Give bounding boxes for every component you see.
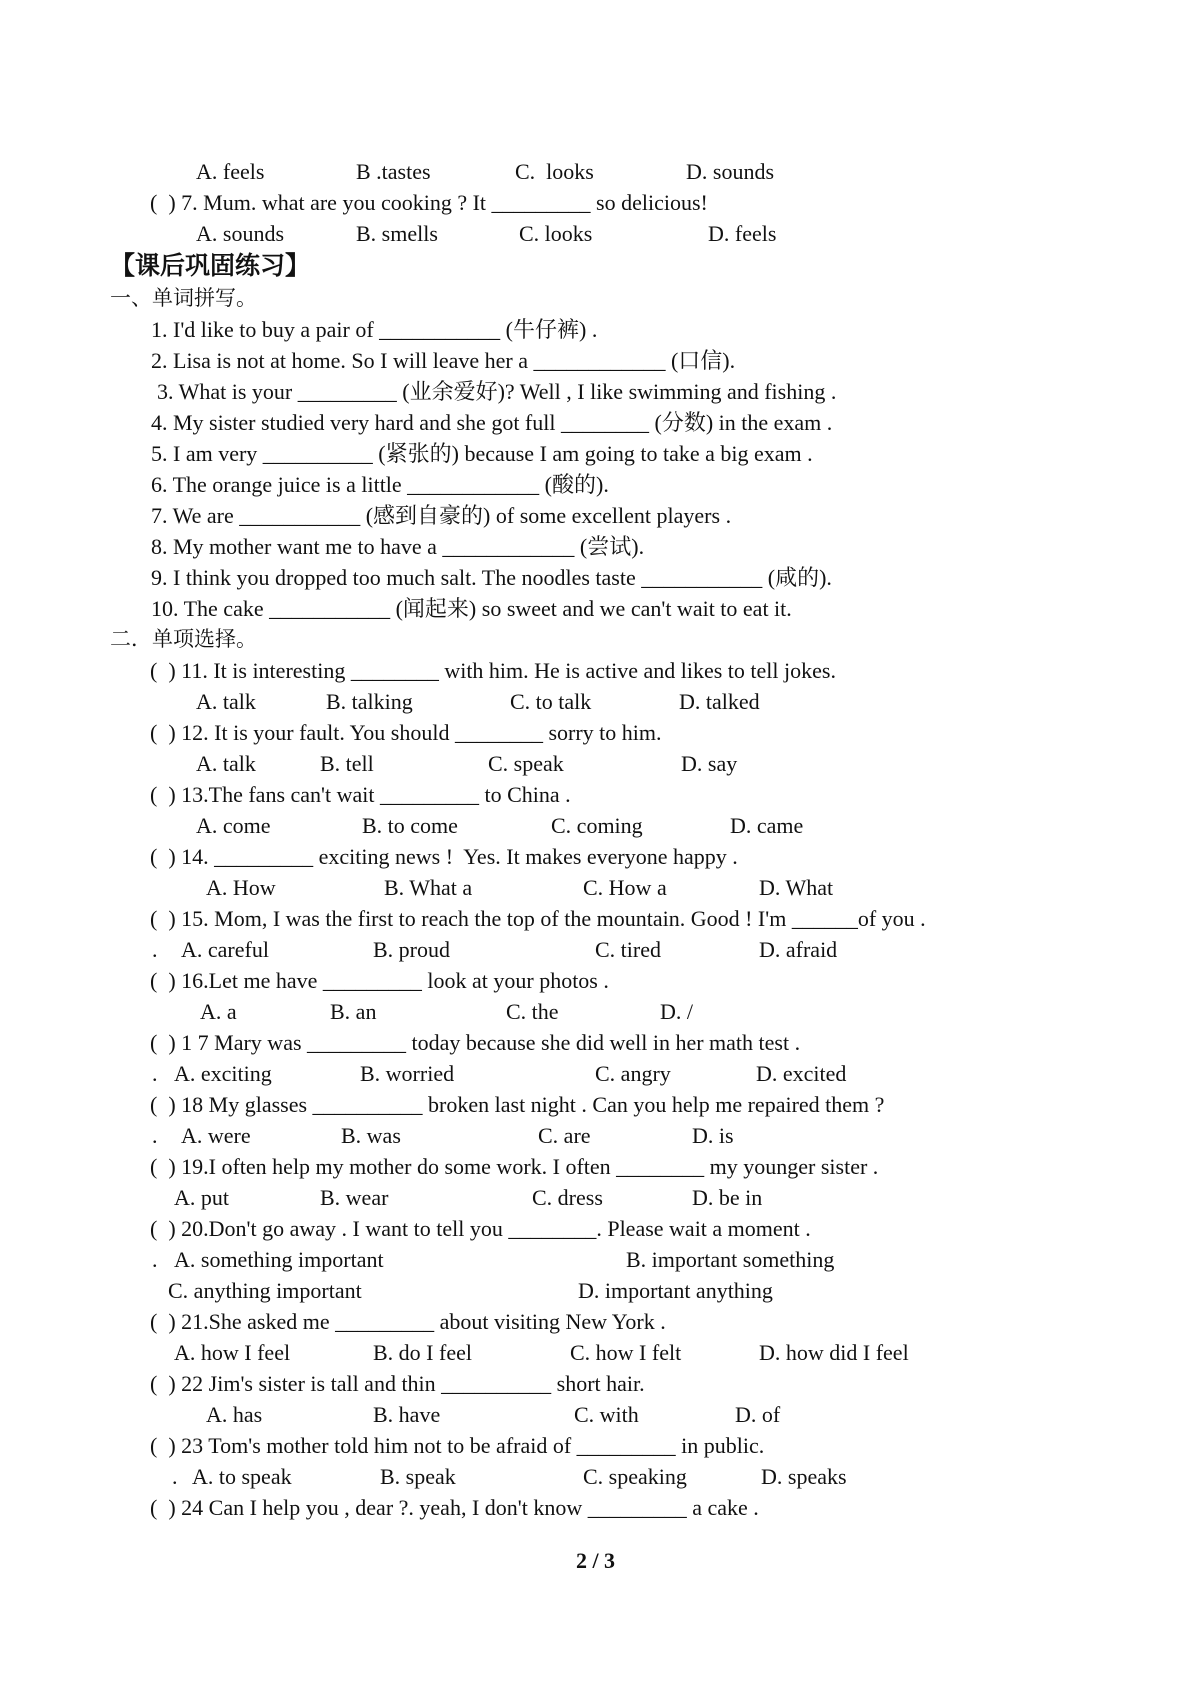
question-text: ( ) 16.Let me have _________ look at your photos . [150,968,609,993]
q7-question [0,187,1191,218]
option-c: C. to talk [510,689,592,714]
choice-options [0,1399,1191,1430]
option-a: A. talk [196,751,256,776]
question-text: ( ) 22 Jim's sister is tall and thin __________ short hair. [150,1371,645,1396]
option-d: D. is [692,1123,734,1148]
section-title: 二．单项选择。 [110,627,257,651]
spelling-item [0,407,1191,438]
option-d: D. talked [679,689,760,714]
item-text: 9. I think you dropped too much salt. The noodles taste ___________ (咸的). [151,565,832,590]
page-number: 2 / 3 [575,1548,616,1573]
option-c: C. angry [595,1061,671,1086]
question-text: ( ) 12. It is your fault. You should ________ sorry to him. [150,720,662,745]
choice-question [0,1027,1191,1058]
option-b: B. to come [362,813,458,838]
option-b: B. worried [360,1061,455,1086]
choice-question [0,655,1191,686]
option-d: D. of [735,1402,781,1427]
option-a: A. How [206,875,276,900]
choice-question [0,1213,1191,1244]
section-title: 一、单词拼写。 [110,286,257,310]
option-prefix: . [152,1247,158,1272]
spelling-item [0,500,1191,531]
q7-options [0,218,1191,249]
question-text: ( ) 18 My glasses __________ broken last night . Can you help me repaired them ? [150,1092,885,1117]
question-text: ( ) 13.The fans can't wait _________ to China . [150,782,571,807]
spelling-item [0,562,1191,593]
option-b: B .tastes [356,159,431,184]
choice-question [0,1368,1191,1399]
option-a: A. to speak [192,1464,292,1489]
question-text: ( ) 14. _________ exciting news ! Yes. It makes everyone happy . [150,844,738,869]
option-d: D. feels [708,221,777,246]
option-b: B. was [341,1123,401,1148]
option-prefix: . [152,1123,158,1148]
choice-options [0,810,1191,841]
option-c: C. looks [519,221,593,246]
option-c: C. How a [583,875,667,900]
choice-options [0,872,1191,903]
choice-question [0,1089,1191,1120]
choice-options [0,1120,1191,1151]
spelling-item [0,438,1191,469]
option-b: B. speak [380,1464,456,1489]
option-c: C. tired [595,937,661,962]
choice-question [0,1151,1191,1182]
option-a: A. careful [181,937,269,962]
option-c: C. how I felt [570,1340,682,1365]
choice-question [0,841,1191,872]
spelling-item [0,469,1191,500]
spelling-item [0,345,1191,376]
choice-options-row2 [0,1275,1191,1306]
option-c: C. dress [532,1185,603,1210]
option-a: A. a [200,999,237,1024]
option-b: B. important something [626,1247,835,1272]
choice-options [0,748,1191,779]
option-b: B. wear [320,1185,389,1210]
option-d: D. came [730,813,804,838]
item-text: 7. We are ___________ (感到自豪的) of some excellent players . [151,503,732,528]
option-b: B. talking [326,689,413,714]
question-text: ( ) 19.I often help my mother do some work. I often ________ my younger sister . [150,1154,879,1179]
option-d: D. / [660,999,693,1024]
option-a: A. feels [196,159,265,184]
option-b: B. an [330,999,377,1024]
q6-options [0,156,1191,187]
option-a: A. were [181,1123,251,1148]
item-text: 3. What is your _________ (业余爱好)? Well , I like swimming and fishing . [157,379,837,404]
choice-question [0,903,1191,934]
option-a: A. come [196,813,271,838]
choice-options [0,1058,1191,1089]
option-d: D. how did I feel [759,1340,909,1365]
heading-text: 【课后巩固练习】 [110,251,311,280]
choice-options [0,996,1191,1027]
choice-options [0,1461,1191,1492]
item-text: 1. I'd like to buy a pair of ___________ (牛仔裤) . [151,317,598,342]
option-c: C. coming [551,813,643,838]
choice-question [0,779,1191,810]
choice-question [0,1492,1191,1523]
item-text: 8. My mother want me to have a ____________ (尝试). [151,534,645,559]
question-text: ( ) 20.Don't go away . I want to tell you ________. Please wait a moment . [150,1216,811,1241]
choice-options [0,686,1191,717]
option-d: D. speaks [761,1464,847,1489]
choice-question [0,1430,1191,1461]
question-text: ( ) 23 Tom's mother told him not to be afraid of _________ in public. [150,1433,765,1458]
option-c: C. the [506,999,559,1024]
option-d: D. afraid [759,937,838,962]
choice-question [0,1306,1191,1337]
item-text: 4. My sister studied very hard and she got full ________ (分数) in the exam . [151,410,833,435]
option-b: B. do I feel [373,1340,472,1365]
option-d: D. What [759,875,834,900]
option-d: D. important anything [578,1278,773,1303]
option-b: B. proud [373,937,450,962]
option-c: C. with [574,1402,639,1427]
item-text: 5. I am very __________ (紧张的) because I am going to take a big exam . [151,441,813,466]
option-prefix: . [152,937,158,962]
option-d: D. be in [692,1185,763,1210]
option-b: B. tell [320,751,374,776]
option-a: A. has [206,1402,263,1427]
question-text: ( ) 1 7 Mary was _________ today because she did well in her math test . [150,1030,801,1055]
choice-options [0,1337,1191,1368]
spelling-item [0,376,1191,407]
spelling-item [0,314,1191,345]
option-prefix: . [152,1061,158,1086]
option-a: A. sounds [196,221,285,246]
option-c: C. speak [488,751,564,776]
question-text: ( ) 24 Can I help you , dear ?. yeah, I don't know _________ a cake . [150,1495,759,1520]
option-a: A. put [174,1185,229,1210]
option-d: D. sounds [686,159,775,184]
option-c: C. looks [515,159,594,184]
option-a: A. exciting [174,1061,272,1086]
option-a: A. how I feel [174,1340,291,1365]
question-text: ( ) 21.She asked me _________ about visiting New York . [150,1309,666,1334]
option-a: A. talk [196,689,256,714]
spelling-item [0,593,1191,624]
option-b: B. What a [384,875,473,900]
choice-options [0,934,1191,965]
question-text: ( ) 11. It is interesting ________ with him. He is active and likes to tell jokes. [150,658,836,683]
choice-options [0,1244,1191,1275]
option-prefix: . [172,1464,178,1489]
choice-options [0,1182,1191,1213]
practice-heading [0,249,1191,283]
question-text: ( ) 15. Mom, I was the first to reach the top of the mountain. Good ! I'm ______of you . [150,906,926,931]
section-choice-title [0,624,1191,655]
item-text: 6. The orange juice is a little ____________ (酸的). [151,472,609,497]
option-a: A. something important [174,1247,384,1272]
choice-question [0,965,1191,996]
section-spelling-title [0,283,1191,314]
option-b: B. have [373,1402,441,1427]
question-text: ( ) 7. Mum. what are you cooking ? It _________ so delicious! [150,190,708,215]
option-c: C. anything important [168,1278,362,1303]
item-text: 10. The cake ___________ (闻起来) so sweet and we can't wait to eat it. [151,596,792,621]
choice-question [0,717,1191,748]
option-d: D. say [681,751,738,776]
spelling-item [0,531,1191,562]
option-c: C. are [538,1123,591,1148]
option-b: B. smells [356,221,438,246]
option-d: D. excited [756,1061,847,1086]
item-text: 2. Lisa is not at home. So I will leave her a ____________ (口信). [151,348,736,373]
option-c: C. speaking [583,1464,687,1489]
